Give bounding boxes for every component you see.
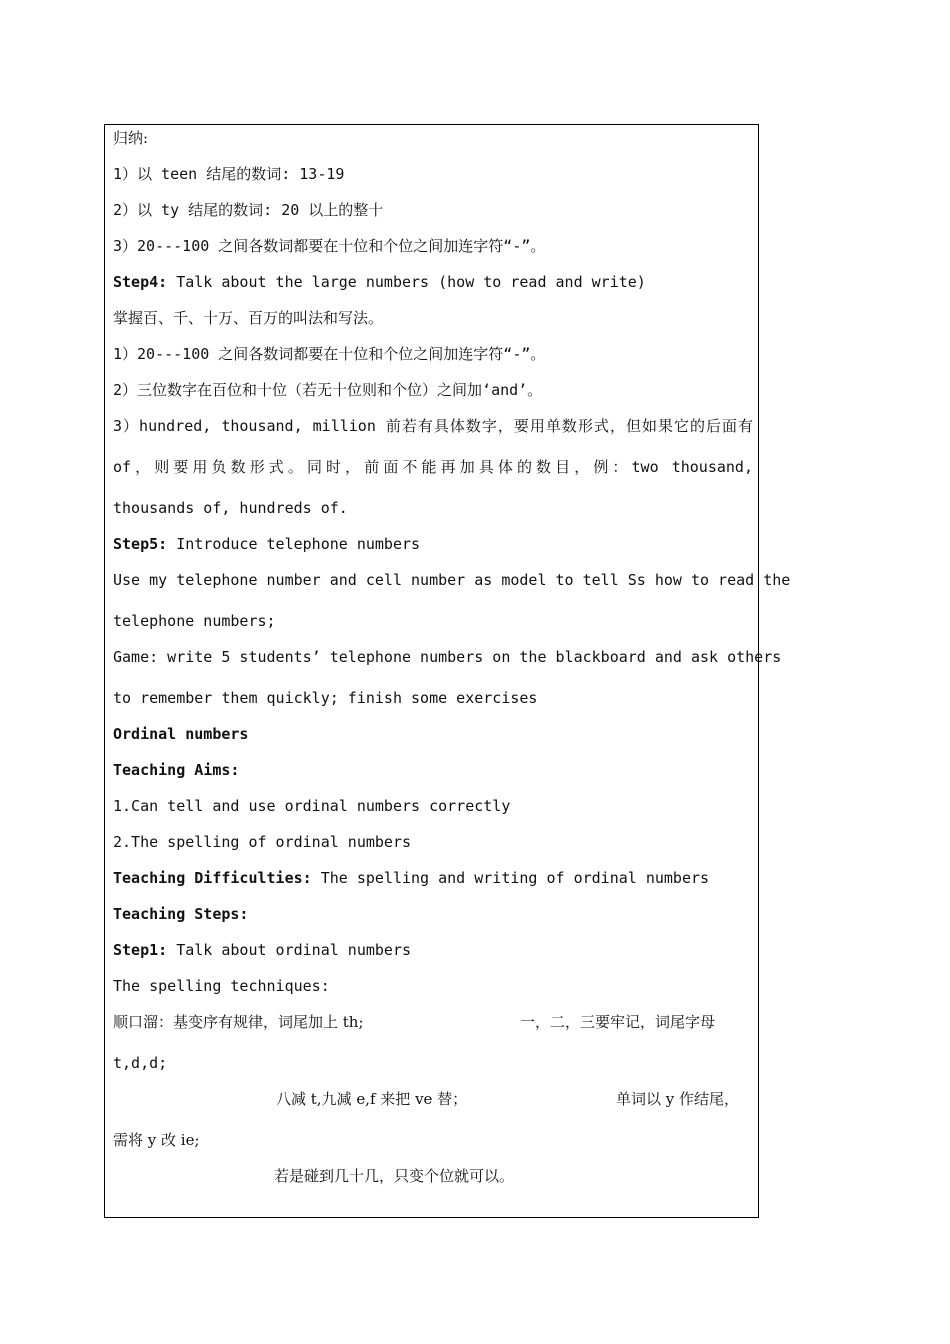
step1-text: Talk about ordinal numbers (167, 941, 412, 959)
rhyme-line-2b: 单词以 y 作结尾， (616, 1090, 740, 1108)
step1-label: Step1: (113, 941, 168, 959)
step4-label: Step4: (113, 273, 168, 291)
rhyme-line-2c: 需将 y 改 ie; (113, 1131, 200, 1149)
large-numbers-rule-3-end: thousands of, hundreds of. (113, 499, 348, 517)
summary-item-1: 1）以 teen 结尾的数词: 13-19 (113, 165, 345, 183)
step5-line (113, 534, 753, 554)
large-numbers-rule-2: 2）三位数字在百位和十位（若无十位则和个位）之间加‘and’。 (113, 381, 543, 399)
large-numbers-rule-3: 3）hundred, thousand, million 前若有具体数字，要用单数形式，但如果它的后面有 (113, 417, 753, 435)
aim-2: 2.The spelling of ordinal numbers (113, 833, 412, 851)
large-numbers-rule-1: 1）20---100 之间各数词都要在十位和个位之间加连字符“-”。 (113, 345, 546, 363)
step1-line (113, 940, 753, 960)
difficulties-text: The spelling and writing of ordinal numbers (311, 869, 710, 887)
spelling-techniques: The spelling techniques: (113, 977, 330, 995)
telephone-text-1: Use my telephone number and cell number as model to tell Ss how to read the (113, 571, 791, 589)
rhyme-line-3: 若是碰到几十几，只变个位就可以。 (274, 1167, 515, 1185)
difficulties-line (113, 868, 753, 888)
summary-item-3: 3）20---100 之间各数词都要在十位和个位之间加连字符“-”。 (113, 237, 546, 255)
rhyme-line-2a: 八减 t,九减 e,f 来把 ve 替； (276, 1090, 468, 1108)
rhyme-line-1c: t,d,d; (113, 1054, 168, 1072)
summary-heading: 归纳: (113, 129, 149, 147)
step4-line (113, 272, 753, 292)
summary-item-2: 2）以 ty 结尾的数词: 20 以上的整十 (113, 201, 384, 219)
game-text-1: Game: write 5 students’ telephone numbers on the blackboard and ask others (113, 648, 782, 666)
teaching-steps-heading: Teaching Steps: (113, 905, 249, 923)
ordinal-heading: Ordinal numbers (113, 725, 249, 743)
large-numbers-intro: 掌握百、千、十万、百万的叫法和写法。 (113, 309, 384, 327)
step4-text: Talk about the large numbers (how to read and write) (167, 273, 646, 291)
telephone-text-2: telephone numbers; (113, 612, 276, 630)
step5-label: Step5: (113, 535, 168, 553)
rhyme-line-1b: 一，二，三要牢记，词尾字母 (520, 1013, 716, 1031)
teaching-aims-heading: Teaching Aims: (113, 761, 240, 779)
step5-text: Introduce telephone numbers (167, 535, 421, 553)
difficulties-label: Teaching Difficulties: (113, 869, 312, 887)
game-text-2: to remember them quickly; finish some exercises (113, 689, 538, 707)
large-numbers-rule-3-cont: of，则要用负数形式。同时，前面不能再加具体的数目，例：two thousand, (113, 458, 753, 476)
aim-1: 1.Can tell and use ordinal numbers correctly (113, 797, 511, 815)
rhyme-line-1a: 顺口溜：基变序有规律，词尾加上 th; (113, 1013, 364, 1031)
